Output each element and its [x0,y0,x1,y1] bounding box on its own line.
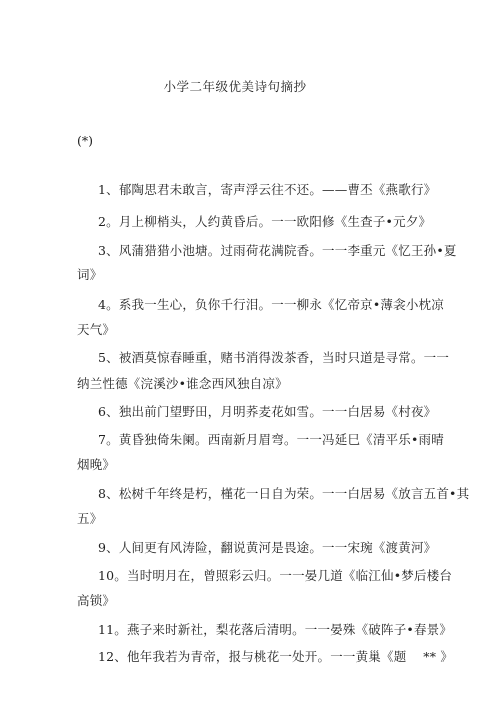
text-line: 7。黄昏独倚朱阑。西南新月眉弯。一一冯延巳《清平乐•雨晴 [98,432,444,447]
text-line: 12、他年我若为青帝，报与桃花一处开。一一黄巢《题 ** 》 [98,649,454,664]
text-line: 8、松树千年终是朽，槿花一日自为荣。一一白居易《放言五首•其 [98,486,470,501]
text-line: 9、人间更有风涛险，翻说黄河是畏途。一一宋琬《渡黄河》 [98,540,437,555]
text-line: 2。月上柳梢头，人约黄昏后。一一欧阳修《生查子•元夕》 [98,214,432,229]
text-line: 天气》 [77,322,116,337]
text-line: 5、被酒莫惊春睡重，赌书消得泼茶香，当时只道是寻常。一一 [98,350,450,365]
text-line: 高锁》 [77,593,116,608]
text-line: 纳兰性德《浣溪沙•谁念西风独自凉》 [77,376,288,391]
text-line: 11。燕子来时新社，梨花落后清明。一一晏殊《破阵子•春景》 [98,622,453,637]
text-line: 词》 [77,267,103,282]
text-line: 1、郁陶思君未敢言，寄声浮云往不还。——曹丕《燕歌行》 [98,182,437,197]
text-line: 烟晚》 [77,457,116,472]
text-line: 4。系我一生心，负你千行泪。一一柳永《忆帝京•薄衾小枕凉 [98,297,444,312]
text-line: 10。当时明月在，曾照彩云归。一一晏几道《临江仙•梦后楼台 [98,568,453,583]
text-line: 3、风蒲猎猎小池塘。过雨荷花满院香。一一李重元《忆王孙•夏 [98,243,457,258]
section-marker: (*) [77,133,94,148]
text-line: 6、独出前门望野田，月明荞麦花如雪。一一白居易《村夜》 [98,404,437,419]
text-line: 五》 [77,511,103,526]
document-title: 小学二年级优美诗句摘抄 [163,79,307,94]
